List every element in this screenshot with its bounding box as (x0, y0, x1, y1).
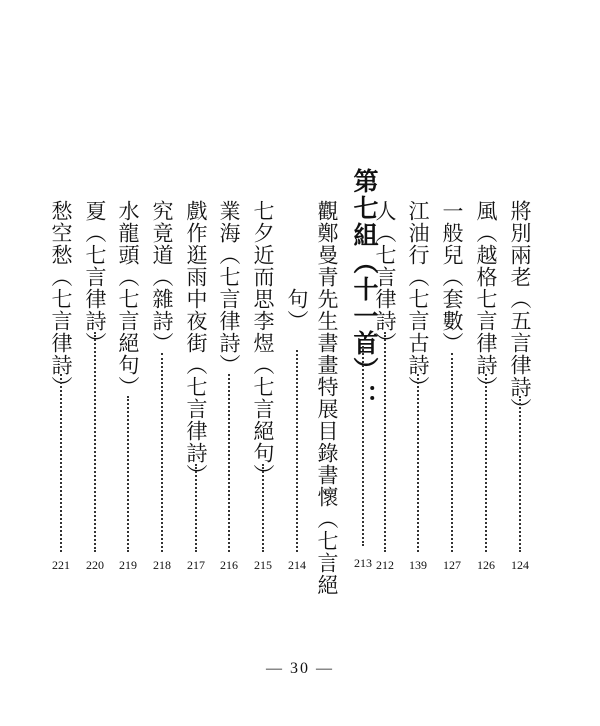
entry-title-line1: 觀鄭曼青先生書畫特展目錄書懷（七言絕 (315, 200, 339, 596)
entry-title: 風（越格七言律詩） (474, 200, 498, 398)
entry-title: 人（七言律詩） (373, 200, 397, 354)
dot-leader (384, 332, 388, 552)
page-number-footer: — 30 — (266, 660, 334, 677)
toc-entry (249, 200, 277, 572)
entry-title: 水龍頭（七言絕句） (116, 200, 140, 398)
toc-entry (472, 200, 500, 572)
entry-title: 業海（七言律詩） (217, 200, 241, 376)
entry-page-number: 217 (187, 558, 205, 572)
toc-entry (114, 200, 142, 572)
entry-title: 一般兒（套數） (440, 200, 464, 354)
dot-leader (485, 374, 489, 552)
dot-leader (519, 396, 523, 552)
entry-page-number: 212 (376, 558, 394, 572)
dot-leader (60, 374, 64, 552)
dot-leader (94, 332, 98, 552)
toc-entry (506, 200, 534, 572)
entry-page-number: 127 (443, 558, 461, 572)
section-page-number: 213 (354, 556, 372, 570)
toc-entry (182, 200, 210, 572)
dot-leader (161, 353, 165, 552)
dot-leader (451, 353, 455, 552)
entry-page-number: 216 (220, 558, 238, 572)
dot-leader (362, 346, 366, 546)
section-title: 第七組（十一首） (350, 168, 379, 384)
section-colon: ： (350, 384, 379, 411)
entry-page-number: 214 (288, 558, 306, 572)
entry-page-number: 218 (153, 558, 171, 572)
toc-entry (404, 200, 432, 572)
dot-leader (195, 464, 199, 552)
dot-leader (262, 464, 266, 552)
entry-title: 七夕近而思李煜（七言絕句） (251, 200, 275, 486)
entry-title: 戲作逛雨中夜街（七言律詩） (184, 200, 208, 486)
dot-leader (417, 374, 421, 552)
toc-entry-continuation (283, 200, 311, 572)
entry-title: 愁空愁（七言律詩） (49, 200, 73, 398)
toc-entry (148, 200, 176, 572)
entry-page-number: 126 (477, 558, 495, 572)
toc-entry (215, 200, 243, 572)
entry-page-number: 219 (119, 558, 137, 572)
entry-title-line2: 句） (285, 288, 309, 332)
entry-title: 夏（七言律詩） (83, 200, 107, 354)
entry-page-number: 220 (86, 558, 104, 572)
toc-entry (438, 200, 466, 572)
entry-title: 江油行（七言古詩） (406, 200, 430, 398)
entry-title: 將別兩老（五言律詩） (508, 200, 532, 420)
entry-page-number: 124 (511, 558, 529, 572)
entry-page-number: 221 (52, 558, 70, 572)
toc-entry-multiline (313, 200, 341, 596)
entry-page-number: 139 (409, 558, 427, 572)
entry-title: 究竟道（雜詩） (150, 200, 174, 354)
toc-entry (47, 200, 75, 572)
entry-page-number: 215 (254, 558, 272, 572)
dot-leader (127, 396, 131, 552)
toc-entry (81, 200, 109, 572)
dot-leader (296, 350, 300, 552)
dot-leader (228, 374, 232, 552)
